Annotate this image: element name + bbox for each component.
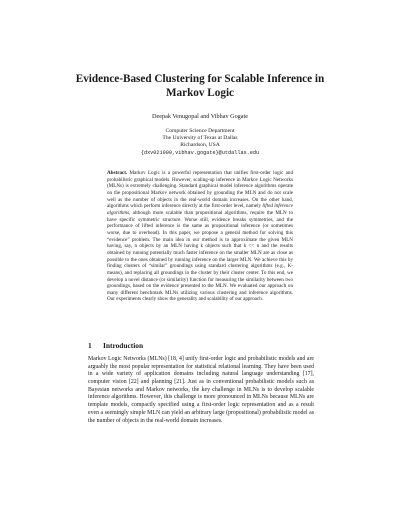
abstract <box>107 170 293 303</box>
section-heading <box>88 341 328 350</box>
affiliation-university: The University of Texas at Dallas <box>162 135 238 142</box>
affiliation-email: {dxv021000,vibhav.gogate}@utdallas.edu <box>140 149 260 156</box>
abstract-label: Abstract. <box>107 170 128 176</box>
affiliation-department: Computer Science Department <box>165 128 235 134</box>
section-number: 1 <box>88 341 92 350</box>
paper-title: Evidence-Based Clustering for Scalable Inference in Markov Logic <box>75 73 325 99</box>
author-list: Deepak Venugopal and Vibhav Gogate <box>152 113 248 120</box>
abstract-text-part1: Markov Logic is a powerful representation that unifies first-order logic and probabilistic graphical models. However, scaling-up inference in Markov Logic Networks (MLNs) is extremely challenging. Standard graphical model inference algorithms operate on the propositional Markov network obtained by grounding the MLN and do not scale well as the number of objects in the real-world domain increases. On the other hand, algorithms which perform inference directly at the first-order level, namely <box>107 170 293 210</box>
affiliation-city: Richardson, USA <box>180 142 220 149</box>
abstract-emphasis: lifted inference algorithms <box>107 203 293 216</box>
intro-paragraph: Markov Logic Networks (MLNs) [18, 4] unify first-order logic and probabilistic models and are arguably the most popular representation for statistical relational learning. They have been used in a wide variety of application domains including natural language understanding [17], computer vision [22] and planning [21]. Just as in conventional probabilistic models such as Bayesian networks and Markov networks, the key challenge in MLNs is to develop scalable inference algorithms. However, this challenge is more pronounced in MLNs because MLNs are template models, compactly specified using a first-order logic representation and as a result even a seemingly simple MLN can yield an arbitrary large (propositional) probabilistic model as the number of objects in the real-world domain increases. <box>88 356 314 424</box>
abstract-text-part2: , although more scalable than propositional algorithms, require the MLN to have specific symmetric structure. Worse still, evidence breaks symmetries, and the performance of lifted inference is the same as propositional inference (or sometimes worse, due to overhead). In this paper, we propose a general method for solving this “evidence” problem. The main idea in our method is to approximate the given MLN having, say, n objects by an MLN having k objects such that k << n and the results obtained by running potentially much faster inference on the smaller MLN are as close as possible to the ones obtained by running inference on the larger MLN. We achieve this by finding clusters of “similar” groundings using standard clustering algorithms (e.g., K-means), and replacing all groundings in the cluster by their cluster center. To this end, we develop a novel distance (or similarity) function for measuring the similarity between two groundings, based on the evidence presented to the MLN. We evaluated our approach on many different benchmark MLNs utilizing various clustering and inference algorithms. Our experiments clearly show the generality and scalability of our approach. <box>107 209 293 303</box>
section-title: Introduction <box>103 341 144 350</box>
affiliation-block <box>80 128 320 157</box>
